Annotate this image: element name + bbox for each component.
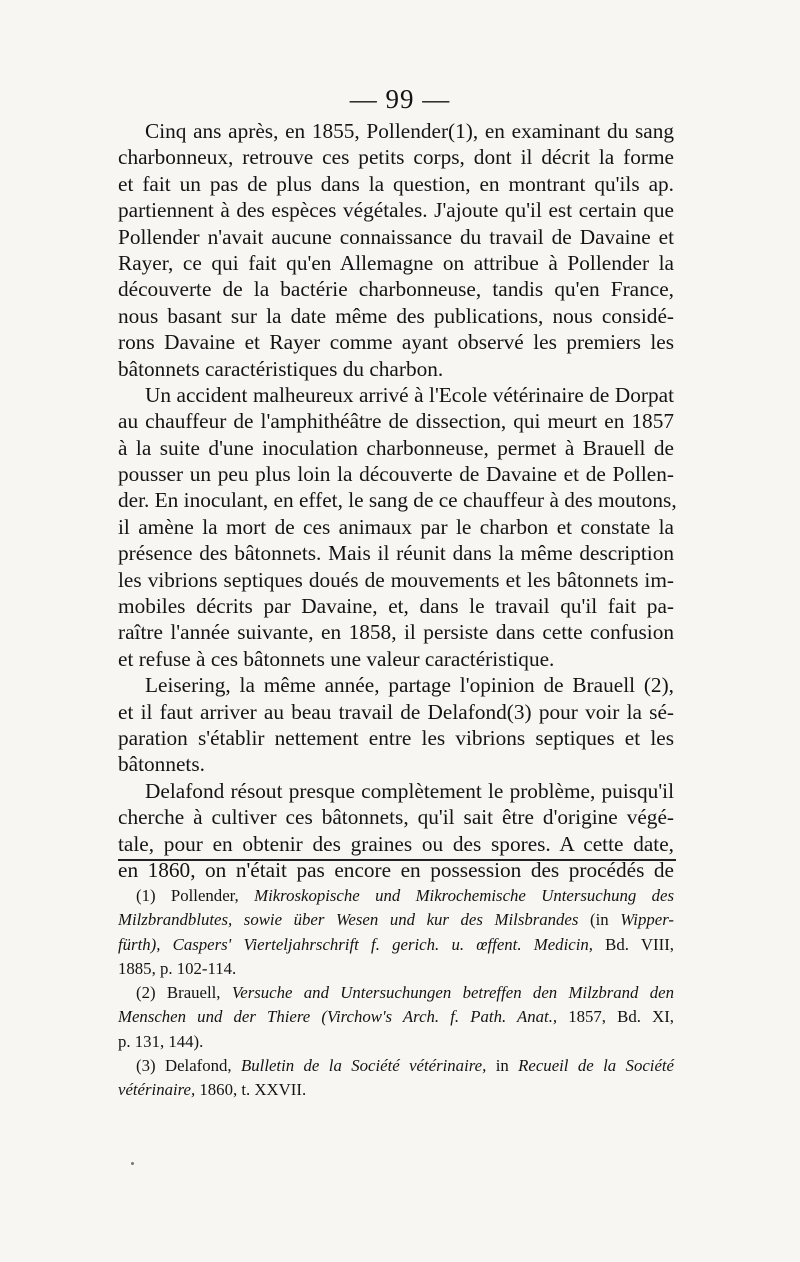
text-line: il amène la mort de ces animaux par le charbon et constate la: [118, 514, 674, 539]
footnote-line: Menschen und der Thiere (Virchow's Arch. f. Path. Anat., 1857, Bd. XI,: [118, 1007, 674, 1027]
page-number: — 99 —: [349, 84, 451, 114]
text-line: à la suite d'une inoculation charbonneuse, permet à Brauell de: [118, 435, 674, 460]
text-line: Delafond résout presque complètement le problème, puisqu'il: [145, 778, 674, 803]
footnotes: [118, 884, 674, 1103]
text-line: rons Davaine et Rayer comme ayant observé les premiers les: [118, 330, 674, 355]
text-line: et fait un pas de plus dans la question, en montrant qu'ils ap.: [118, 171, 674, 196]
text-line: pousser un peu plus loin la découverte de Davaine et de Pollen-: [118, 462, 674, 487]
ink-speck: [131, 1162, 134, 1165]
text-line: bâtonnets.: [118, 752, 205, 777]
text-line: der. En inoculant, en effet, le sang de ce chauffeur à des moutons,: [118, 488, 677, 513]
text-line: et il faut arriver au beau travail de Delafond(3) pour voir la sé-: [118, 699, 674, 724]
footnote-line: 1885, p. 102-114.: [118, 958, 237, 978]
text-line: cherche à cultiver ces bâtonnets, qu'il sait être d'origine végé-: [118, 805, 674, 830]
text-line: Cinq ans après, en 1855, Pollender(1), en examinant du sang: [145, 119, 674, 143]
footnote-line: vétérinaire, 1860, t. XXVII.: [118, 1080, 307, 1100]
text-line: et refuse à ces bâtonnets une valeur caractéristique.: [118, 646, 555, 671]
text-line: raître l'année suivante, en 1858, il persiste dans cette confusion: [118, 620, 674, 645]
footnote-line: (3) Delafond, Bulletin de la Société vétérinaire, in Recueil de la Société: [136, 1056, 675, 1076]
text-line: nous basant sur la date même des publications, nous considé-: [118, 303, 674, 328]
footnote-line: Milzbrandblutes, sowie über Wesen und kur des Milsbrandes (in Wipper-: [118, 910, 674, 930]
text-line: Un accident malheureux arrivé à l'Ecole vétérinaire de Dorpat: [145, 382, 674, 407]
text-line: présence des bâtonnets. Mais il réunit dans la même description: [118, 541, 674, 566]
text-line: découverte de la bactérie charbonneuse, tandis qu'en France,: [118, 277, 674, 302]
text-line: Pollender n'avait aucune connaissance du travail de Davaine et: [118, 224, 674, 249]
text-line: au chauffeur de l'amphithéâtre de dissection, qui meurt en 1857: [118, 409, 674, 434]
text-line: charbonneux, retrouve ces petits corps, dont il décrit la forme: [118, 145, 674, 170]
text-line: Rayer, ce qui fait qu'en Allemagne on attribue à Pollender la: [118, 250, 674, 275]
text-line: bâtonnets caractéristiques du charbon.: [118, 356, 444, 381]
footnote-line: (2) Brauell, Versuche and Untersuchungen betreffen den Milzbrand den: [136, 983, 675, 1003]
text-line: en 1860, on n'était pas encore en possession des procédés de: [118, 857, 674, 882]
main-text: [118, 118, 677, 883]
text-line: les vibrions septiques doués de mouvements et les bâtonnets im-: [118, 567, 674, 592]
footnote-line: fürth), Caspers' Vierteljahrschrift f. gerich. u. œffent. Medicin, Bd. VIII,: [118, 934, 674, 954]
footnote-divider: [118, 859, 676, 861]
text-line: paration s'établir nettement entre les vibrions septiques et les: [118, 725, 674, 750]
text-line: partiennent à des espèces végétales. J'ajoute qu'il est certain que: [118, 198, 674, 223]
text-line: mobiles décrits par Davaine, et, dans le travail qu'il fait pa-: [118, 594, 674, 619]
text-line: tale, pour en obtenir des graines ou des spores. A cette date,: [118, 831, 674, 856]
text-line: Leisering, la même année, partage l'opinion de Brauell (2),: [145, 673, 674, 698]
footnote-line: (1) Pollender, Mikroskopische und Mikrochemische Untersuchung des: [136, 886, 674, 905]
footnote-line: p. 131, 144).: [118, 1031, 204, 1051]
